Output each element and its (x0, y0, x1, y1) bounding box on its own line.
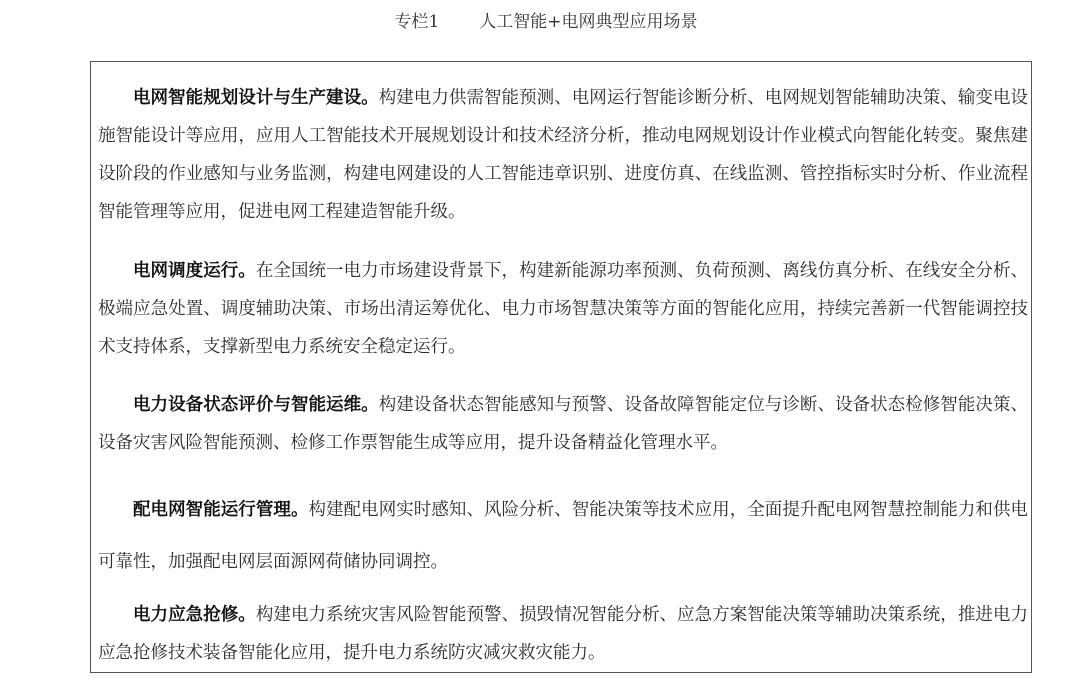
paragraph-body: 构建电力系统灾害风险智能预警、损毁情况智能分析、应急方案智能决策等辅助决策系统，推进电力应急抢修技术装备智能化应用，提升电力系统防灾减灾救灾能力。 (98, 605, 1029, 663)
paragraph-distribution-management (98, 484, 1028, 588)
column-title (0, 9, 1092, 35)
paragraph-grid-dispatch (98, 252, 1028, 366)
paragraph-emergency-repair (98, 596, 1028, 672)
paragraph-heading: 电力应急抢修。 (133, 605, 256, 625)
paragraph-body: 构建设备状态智能感知与预警、设备故障智能定位与诊断、设备状态检修智能决策、设备灾害风险智能预测、检修工作票智能生成等应用，提升设备精益化管理水平。 (98, 395, 1029, 453)
paragraph-heading: 配电网智能运行管理。 (133, 500, 309, 520)
paragraph-body: 构建配电网实时感知、风险分析、智能决策等技术应用，全面提升配电网智慧控制能力和供电可靠性，加强配电网层面源网荷储协同调控。 (98, 500, 1028, 572)
paragraph-equipment-maintenance (98, 386, 1028, 462)
paragraph-heading: 电力设备状态评价与智能运维。 (133, 395, 379, 415)
column-label: 专栏1 (394, 12, 440, 32)
paragraph-heading: 电网智能规划设计与生产建设。 (133, 88, 379, 108)
paragraph-body: 构建电力供需智能预测、电网运行智能诊断分析、电网规划智能辅助决策、输变电设施智能设计等应用，应用人工智能技术开展规划设计和技术经济分析，推动电网规划设计作业模式向智能化转变。聚焦建设阶段的作业感知与业务监测，构建电网建设的人工智能违章识别、进度仿真、在线监测、管控指标实时分析、作业流程智能管理等应用，促进电网工程建造智能升级。 (98, 88, 1029, 222)
paragraph-heading: 电网调度运行。 (133, 261, 256, 281)
paragraph-body: 在全国统一电力市场建设背景下，构建新能源功率预测、负荷预测、离线仿真分析、在线安全分析、极端应急处置、调度辅助决策、市场出清运筹优化、电力市场智慧决策等方面的智能化应用，持续完善新一代智能调控技术支持体系，支撑新型电力系统安全稳定运行。 (98, 261, 1029, 357)
column-title-text: 人工智能+电网典型应用场景 (479, 12, 698, 32)
paragraph-grid-planning (98, 79, 1028, 231)
